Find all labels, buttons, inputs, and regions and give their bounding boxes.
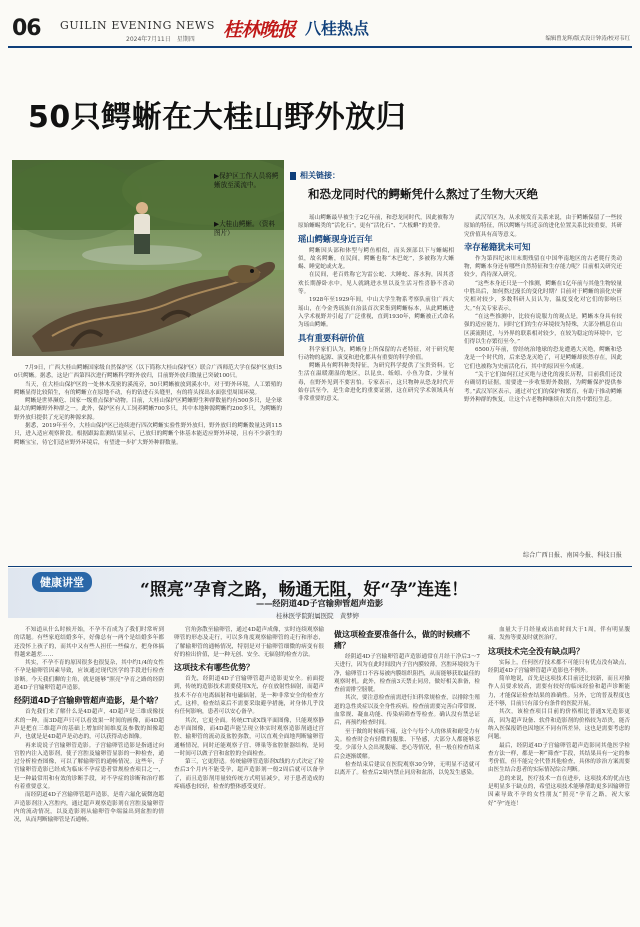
related-subheading: 具有重要科研价值: [298, 332, 365, 343]
story2-paragraph: 实际上，任何医疗技术都不可能只有优点没有缺点，经阴道4D子宫输卵管超声造影也不例外。: [488, 659, 630, 674]
related-paragraph: 作为第四纪冰川末期残留在中国华南地区的古老爬行类动物，鳄蜥本身还有哪些自然特征和生存能力呢？目前相关研究还较少，尚待深入研究。: [464, 255, 622, 279]
caption-release: ▶保护区工作人员将鳄蜥放至溪流中。: [214, 172, 279, 189]
column-tag: 健康讲堂: [32, 572, 92, 592]
story2-col-2: [174, 626, 324, 922]
related-link-box: [290, 170, 630, 566]
story2-col-3: [334, 626, 480, 922]
story2-subheading: 这项技术有哪些优势？: [174, 663, 254, 673]
story2-subheading: 经阴道4D子宫输卵管超声造影，是个啥？: [14, 696, 163, 706]
story2-headline: “照亮”孕育之路，畅通无阻，好“孕”连连！: [140, 580, 469, 600]
story2-paragraph: 宫角弥散至输卵管，通过4D超声成像，实时连续观察输卵管的形态及走行，可以多角度观察输卵管的走行和形态，了解输卵管的通畅情况，特别是对于输卵管细微的病变有很好的检出价值，是一种无创、安全、无辐射的检查方法。: [174, 627, 324, 658]
story2-paragraph: 其次，它更全面。传统CT或X线平面图像，只能观察静态平面图像，而4D超声能呈现立体实时观察造影剂通过宫腔、输卵管的流动及盆腔弥散，可以直观全面地判断输卵管通畅情况，同时还能观察子宫、卵巢等盆腔脏器结构，是同一时间可以做子宫和盆腔的全面检查。: [174, 717, 324, 757]
story2-paragraph: 再来说说子宫输卵管造影。子宫输卵管造影是指通过向宫腔内注入造影剂，使子宫腔及输卵管显影的一种检查，通过分析检查图像，可以了解输卵管的通畅情况。这些年，子宫输卵管造影已经成为临床不孕症患者常规检查项目之一，是一种最常用和有效的诊断手段，对不孕症的诊断和治疗都有着重要意义。: [14, 742, 164, 791]
story2-paragraph: 首先，经阴道4D子宫输卵管超声造影更安全。前面提到，传统的造影技术需要使用X光，存在放射性辐射，而超声技术不存在电离辐射和电磁辐射，是一种非常安全的检查方式。这样，检查结束后不需要采取避孕措施，对身体几乎没有任何影响，患者可以安心备孕。: [174, 676, 324, 716]
related-paragraph: “这些本身还只是一个推测，鳄蜥在1亿年前与其他生物较量中胜出后，如何熬过漫长的变化时期？目前对于鳄蜥的演化史研究相对较少，多数科研人员认为，温度变化对它们的影响巨大。”有关专家表示。: [464, 280, 622, 312]
story2-paragraph: 其次，要注意检查前需进行妇科常规检查，以排除生殖道的急性炎症以及全身性疾病。检查前需要完善白带常规、血常规、凝血功能、传染病筛查等检查。确认没有禁忌证后，再预约检查时间。: [334, 695, 480, 727]
story2-subheading: 这项技术完全没有缺点吗？: [488, 646, 584, 656]
paper-name-en: GUILIN EVENING NEWS: [60, 19, 215, 32]
related-paragraph: 武汉军区为，从求规发育关系来说，由于鳄蜥保留了一些较原始的特征，所以鳄蜥与其近亲的进化位置关系比较重要，其研究价值具有高等意义。: [464, 215, 622, 238]
page-number: 06: [12, 16, 41, 41]
story2-paragraph: 总的来说，医疗技术一直在进步，这项技术的优点也是明显多于缺点的，希望这项技术能够帮助更多因输卵管因素导致不孕的女性朋友“照亮”孕育之路，祝大家好“孕”连连！: [488, 775, 630, 807]
story2-paragraph: 经阴道4D子宫输卵管超声造影通常在月经干净后3～7天进行，因为在此时间段内子宫内膜较薄，宫腔环境较为干净，输卵管口不容易被内膜组织阻挡，从而能够获取最佳的观察时机。此外，检查前3天禁止同房，做好相关准备，检查前需排空膀胱。: [334, 654, 480, 694]
story2-paragraph: 不知道从什么时候开始，不孕不育成为了我们时常听到的话题。有些家庭结婚多年，好像总有一两个是结婚多年都还没怀上孩子的，而其中又有些人担任一些偏方，把身体搞得越来越差……: [14, 627, 164, 658]
related-link-title: 和恐龙同时代的鳄蜥凭什么熬过了生物大灭绝: [308, 187, 538, 201]
story1-headline: 50只鳄蜥在大桂山野外放归: [28, 100, 407, 135]
editor-credits: 编辑曾龙辉/版式设计钟涛/校对韦红: [545, 36, 630, 42]
story1-paragraph: 据悉，2019年至今，大桂山保护区已连续进行四次鳄蜥实验性野外放归，野外放归的鳄蜥数量达到115只，进入适应观察阶段。根据跟踪监测结果显示，已放归的鳄蜥个体基本能适应野外环境，且有不少新生的鳄蜥宝宝，待它们适应野外环境后，有望进一步扩大野外种群数量。: [14, 423, 282, 446]
related-link-marker: [290, 172, 296, 180]
related-paragraph: 瑶山鳄蜥最早被生于2亿年前，和恐龙同时代，因此被称为原始蜥蜴类的“活化石”，更有“活化石”、“大板蝌”的美誉。: [298, 215, 454, 230]
story1-paragraph: 鳄蜥是世界濒危、国家一级重点保护动物。目前，大桂山保护区鳄蜥野生种群数量约有500多只，是全球最大的鳄蜥野外种群之一。此外，保护区有人工饲养鳄蜥700多只，其中本地种源鳄蜥约200多只，为鳄蜥的野外放归提供了充足的种源来源。: [14, 398, 282, 421]
paper-logo: 桂林晚报: [223, 19, 296, 41]
related-paragraph: 在民间，老百姓称它为雷公蛇、大睡蛇、落水狗，因其喜欢长期静卧水中，见人就跳进水里以及生活习性喜静不喜动等。: [298, 272, 454, 296]
story2-paragraph: 而经阴道4D子宫输卵管超声造影，是将六氟化硫微泡超声造影剂注入宫腔内，通过超声观察造影剂在宫腔及输卵管内的流动情况，以及造影剂从输卵管伞端溢出到盆腔的情况，从而判断输卵管是否通畅。: [14, 792, 164, 824]
story2-paragraph: 简单地说，首先是这项技术目前还比较新，而且对操作人员要求较高，需要有较好的临床经验和超声诊断能力，才能保证检查结果的准确性。另外，它的普及程度也还不够，目前只有部分有条件的医院开展。: [488, 676, 630, 708]
story2-paragraph: 检查结束后建议在医院观察30分钟，无明显不适就可以离开了。检查后2周内禁止同房和盆浴，以免发生感染。: [334, 761, 480, 777]
crocodile-lizard-photo: [12, 160, 284, 356]
story2-paragraph: 至于做的时候痛不痛，这个与每个人的体质和耐受力有关。检查时会有轻微的腹胀、下坠感，大部分人都能够忍受。少部分人会出现腹痛、恶心等情况，但一般在检查结束后会逐渐缓解。: [334, 728, 480, 760]
story1-paragraph: 当天，在大桂山保护区的一处林木茂密的溪流旁，50只鳄蜥被放到溪水中。对于野外环境，人工繁殖的鳄蜥显得比较陌生，有的鳄蜥立在原地不动，有的钻进石头缝里，有的将头探出水面张望周围环境。: [14, 381, 282, 396]
related-subheading: 幸存秘籍犹未可知: [464, 241, 531, 252]
related-paragraph: “在这些推测中，比较有说服力的观点是，鳄蜥本身具有较强的适应能力，同时它们的生存环境较为特殊，大部分栖息在山区溪流附近，与外界的联系相对较少，在较为稳定的环境中，它们得以生存繁衍至今。”: [464, 313, 622, 345]
related-col-1: [298, 214, 454, 544]
related-paragraph: 科学家们认为，鳄蜥身上所保留的古老特征，对于研究爬行动物的起源、演变和进化都具有重要的科学价值。: [298, 346, 454, 361]
source-credit: 综合广西日报、南国今报、科技日报: [523, 552, 622, 559]
story2-paragraph: 最后，经阴道4D子宫输卵管超声造影同其他医学检查方法一样，都是一种“筛查”手段，其结果具有一定的参考价值，但不能完全代替其他检查，具体的诊治方案需要由医生结合患者的实际情况综合判断。: [488, 742, 630, 774]
story2-paragraph: 血量大于月经量或出血时间大于1周，伴有明显腹痛、发热等要及时就医治疗。: [488, 627, 630, 642]
story1-paragraph: 7月9日，广西大桂山鳄蜥国家级自然保护区（以下简称大桂山保护区）联合广西师范大学在保护区放归50只鳄蜥。据悉，这是广西第四次进行鳄蜥科学野外放归，目前野外放归数量已突破100只。: [14, 365, 282, 380]
related-link-tag: 相关链接：: [300, 171, 340, 180]
story2-col-1: [14, 626, 164, 922]
related-paragraph: 6500万年前，曾经统治地球的恐龙遭遇大灭绝，鳄蜥和恐龙是一个时代的，后来恐龙灭绝了，可是鳄蜥却依然存在，因此它们也被称为史前活化石，其中的原因至今成谜。: [464, 347, 622, 370]
story2-paragraph: 其实，不孕不育的原因很多也很复杂，其中约1/4的女性不孕是输卵管因素导致，应该通过现代医学的手段进行检查诊断。今天我们聊的主角，就是能够“照亮”孕育之路的经阴道4D子宫输卵管超声造影。: [14, 660, 164, 692]
story2-subheading: 做这项检查要准备什么，做的时候痛不痛？: [334, 630, 470, 650]
related-paragraph: 1928年至1929年间，中山大学生物系考察队前往广西大瑶山，在今金秀瑶族自治县首次采集到鳄蜥标本，从此鳄蜥进入学术视野并引起了广泛重视，直到1930年，鳄蜥被正式命名为瑶山鳄蜥。: [298, 297, 454, 329]
story2-paragraph: 其次，该检查项目目前的价格相比普通X光造影更高，因为超声设备、软件和造影剂的价格较为昂贵，能否纳入医保报销也因地区不同有所差异，这也是需要考虑的问题。: [488, 709, 630, 741]
story2-col-4: [488, 626, 630, 922]
related-subheading: 瑶山鳄蜥现身近百年: [298, 233, 373, 244]
related-paragraph: “关于它们如何扛过灭绝与进化的漫长历程，目前我们还没有确切的证据，需要进一步收集野外数据，为鳄蜥保护提供参考。”武汉军区表示，通过对它们的保护和繁育，有助于推动鳄蜥野外种群的恢复，让这个古老物种继续在大自然中繁衍生息。: [464, 372, 622, 403]
header-rule: [8, 46, 632, 48]
story2-byline: 桂林医学院附属医院 黄梦婷: [276, 612, 360, 620]
related-col-2: [464, 214, 622, 544]
related-paragraph: 鳄蜥具有鳄科种类特征，为研究科学提供了宝贵资料。它生活在温暖潮湿的地区，以昆虫、蚯蚓、小鱼为食，少量有毒，在野外见到不要害怕。专家表示，这只物种从恐龙时代开始存活至今，是生命进化的重要证据，这在研究学术领域具有非常重要的意义。: [298, 363, 454, 403]
page-header: [0, 0, 640, 48]
caption-lizard: ▶大桂山鳄蜥。（资料图片）: [214, 220, 276, 237]
story-divider: [8, 566, 632, 567]
issue-date: 2024年7月11日 星期四: [126, 36, 195, 43]
story1-body: [14, 364, 282, 560]
story2-subtitle: ——经阴道4D子宫输卵管超声造影: [256, 598, 384, 608]
section-name: 八桂热点: [305, 19, 370, 38]
related-paragraph: 鳄蜥因头部和体型与鳄鱼相似，而头颈部以下与蜥蜴相似，故名鳄蜥，在民间，鳄蜥也称“木巴蛇”，多被称为大蜥蜴、睡觉蛇或火龙。: [298, 247, 454, 271]
story2-paragraph: 第三，它更舒适。传统输卵管造影剂X线的方式决定了检查后3个月内不能受孕，超声造影剂一般2周后就可以备孕了，而且造影剂用量较传统方式明显减少，对于患者造成的疼痛感也较轻，检查的整体感受更好。: [174, 759, 324, 791]
story2-paragraph: 首先我们来了解什么是4D超声，4D超声是三维成像技术的一种。而3D超声只可以看效果一时间的画像，而4D超声是把在三维超声的基础上增加时间维度及参数的图像超声，也就是是4D超声是动态的，可以获得动态图像。: [14, 709, 164, 741]
